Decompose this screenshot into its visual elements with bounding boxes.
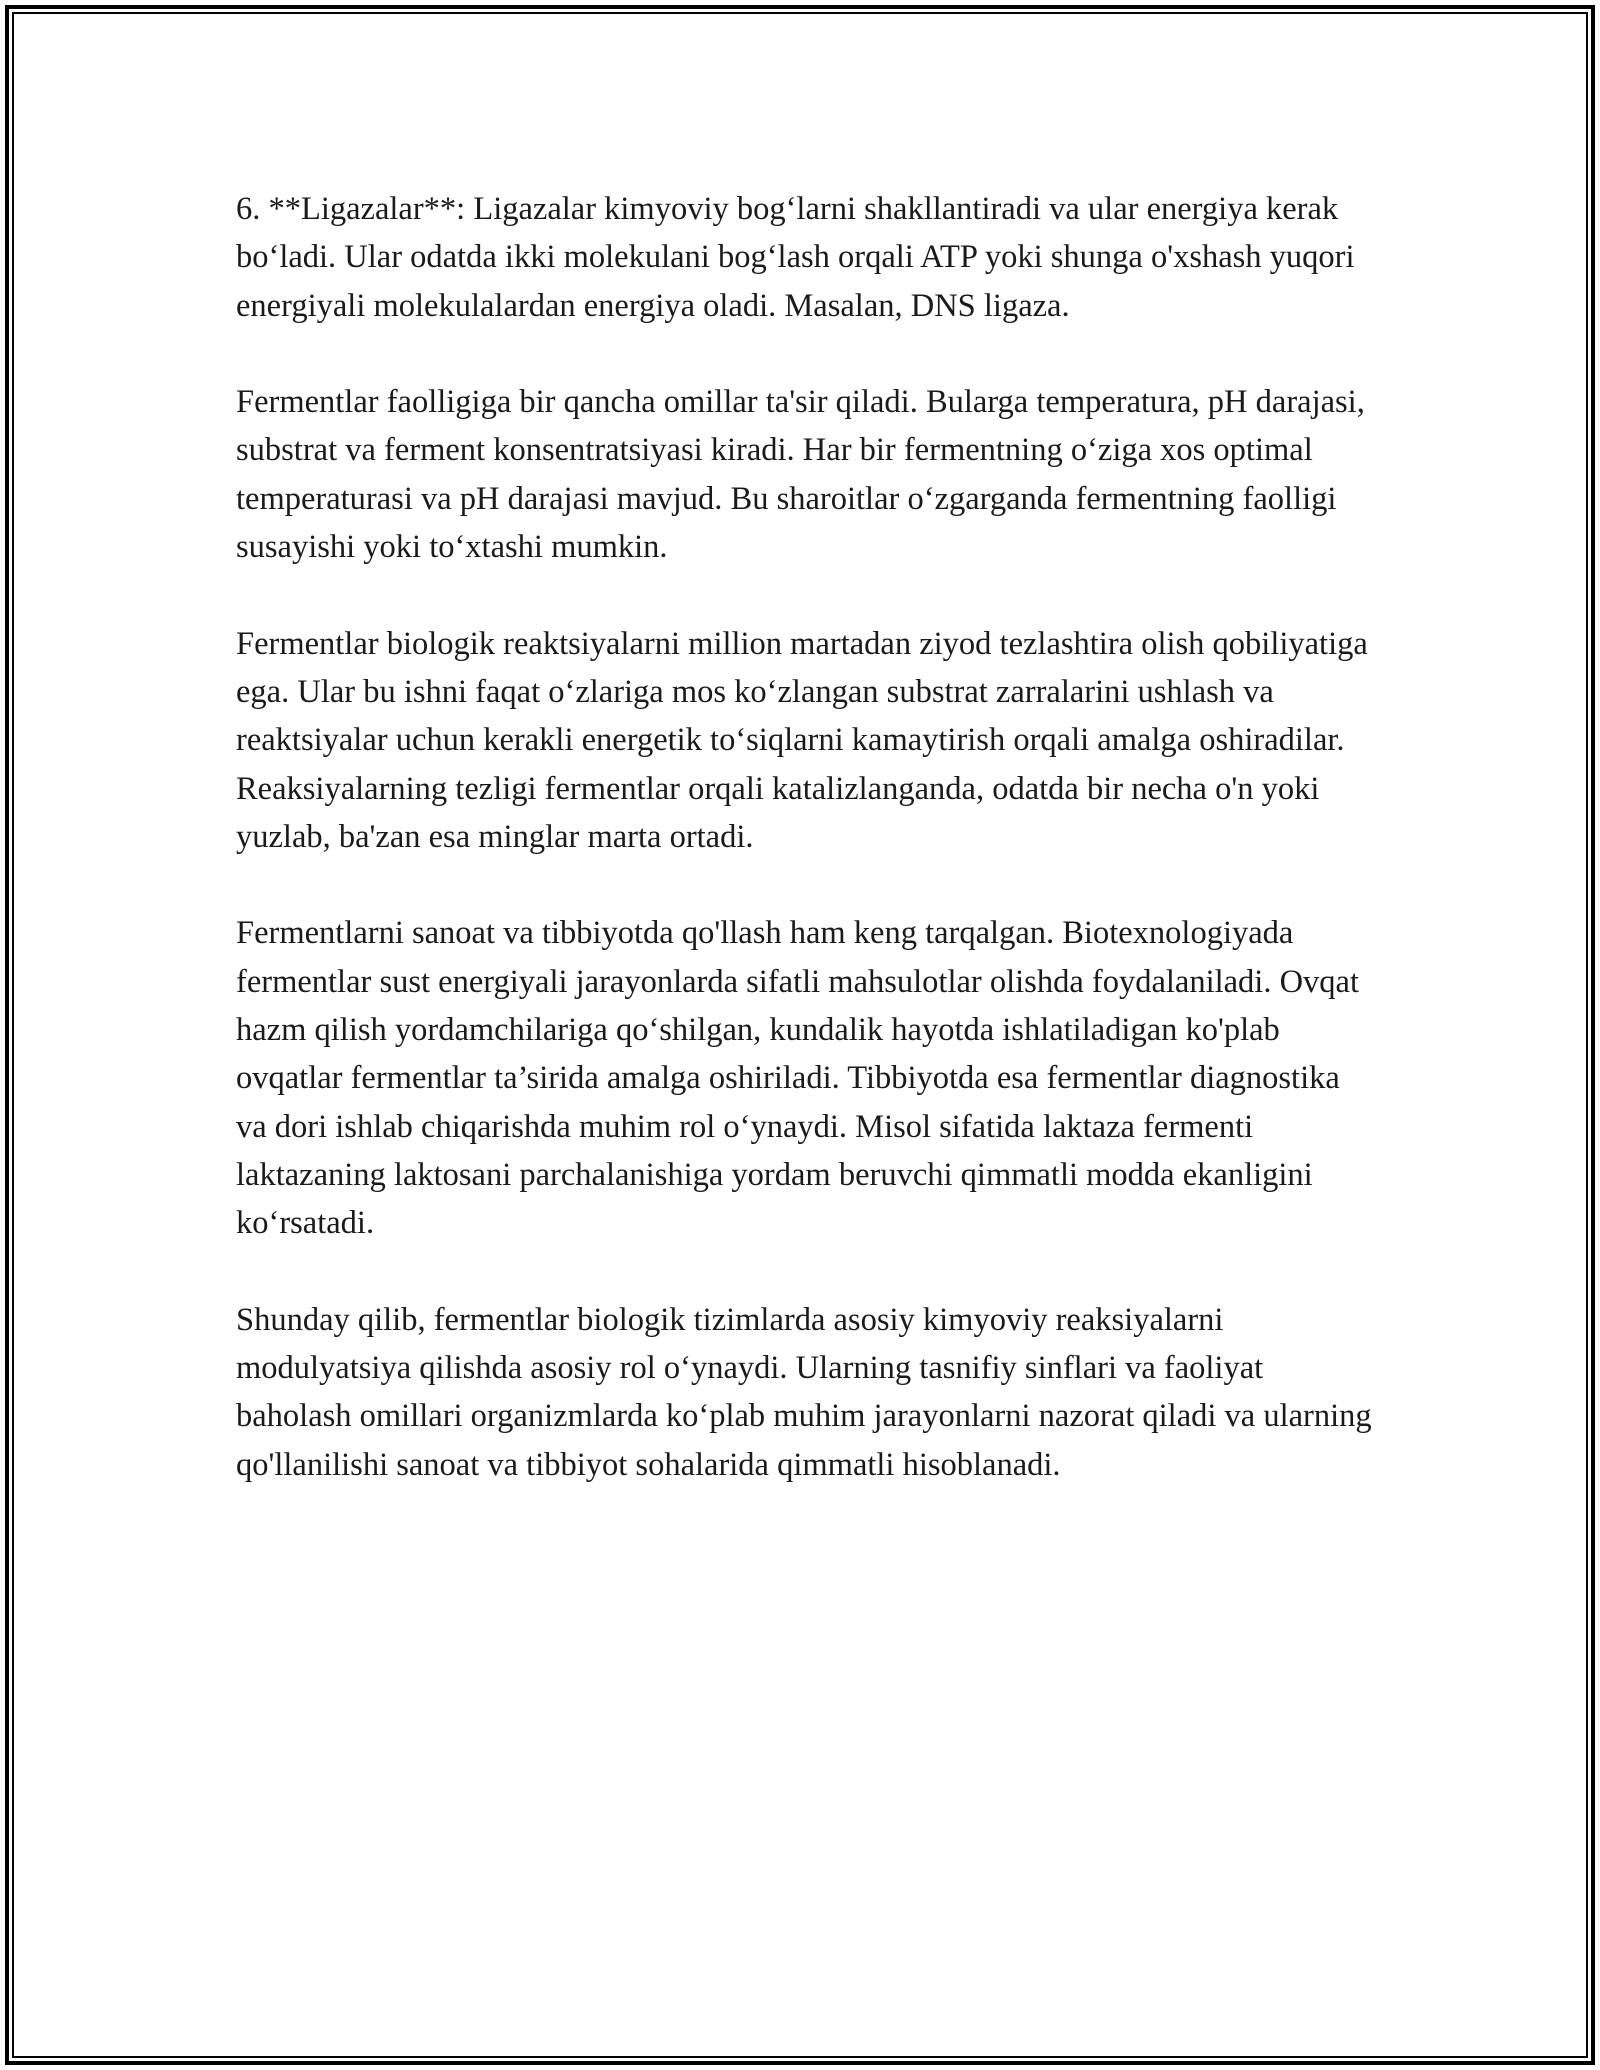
- paragraph-ligazalar: 6. **Ligazalar**: Ligazalar kimyoviy bog‘larni shakllantiradi va ular energiya kerak bo‘ladi. Ular odatda ikki molekulani bog‘lash orqali ATP yoki shunga o'xshash yuqori energiyali molekulalardan energiya oladi. Masalan, DNS ligaza.: [236, 191, 1355, 324]
- paragraph-applications: Fermentlarni sanoat va tibbiyotda qo'llash ham keng tarqalgan. Biotexnologiyada fermentlar sust energiyali jarayonlarda sifatli mahsulotlar olishda foydalaniladi. Ovqat hazm qilish yordamchilariga qo‘shilgan, kundalik hayotda ishlatiladigan ko'plab ovqatlar fermentlar ta’sirida amalga oshiriladi. Tibbiyotda esa fermentlar diagnostika va dori ishlab chiqarishda muhim rol o‘ynaydi. Misol sifatida laktaza fermenti laktazaning laktosani parchalanishiga yordam beruvchi qimmatli modda ekanligini ko‘rsatadi.: [236, 915, 1360, 1242]
- paragraph-catalysis: Fermentlar biologik reaktsiyalarni million martadan ziyod tezlashtira olish qobiliyatiga ega. Ular bu ishni faqat o‘zlariga mos ko‘zlangan substrat zarralarini ushlash va reaktsiyalar uchun kerakli energetik to‘siqlarni kamaytirish orqali amalga oshiradilar. Reaksiyalarning tezligi fermentlar orqali katalizlanganda, odatda bir necha o'n yoki yuzlab, ba'zan esa minglar marta ortadi.: [236, 625, 1368, 855]
- paragraph-conclusion: Shunday qilib, fermentlar biologik tizimlarda asosiy kimyoviy reaksiyalarni modulyatsiya qilishda asosiy rol o‘ynaydi. Ularning tasnifiy sinflari va faoliyat baholash omillari organizmlarda ko‘plab muhim jarayonlarni nazorat qiladi va ularning qo'llanilishi sanoat va tibbiyot sohalarida qimmatli hisoblanadi.: [236, 1301, 1372, 1483]
- document-body: [236, 185, 1376, 1537]
- paragraph-factors: Fermentlar faolligiga bir qancha omillar ta'sir qiladi. Bularga temperatura, pH darajasi, substrat va ferment konsentratsiyasi kiradi. Har bir fermentning o‘ziga xos optimal temperaturasi va pH darajasi mavjud. Bu sharoitlar o‘zgarganda fermentning faolligi susayishi yoki to‘xtashi mumkin.: [236, 384, 1365, 566]
